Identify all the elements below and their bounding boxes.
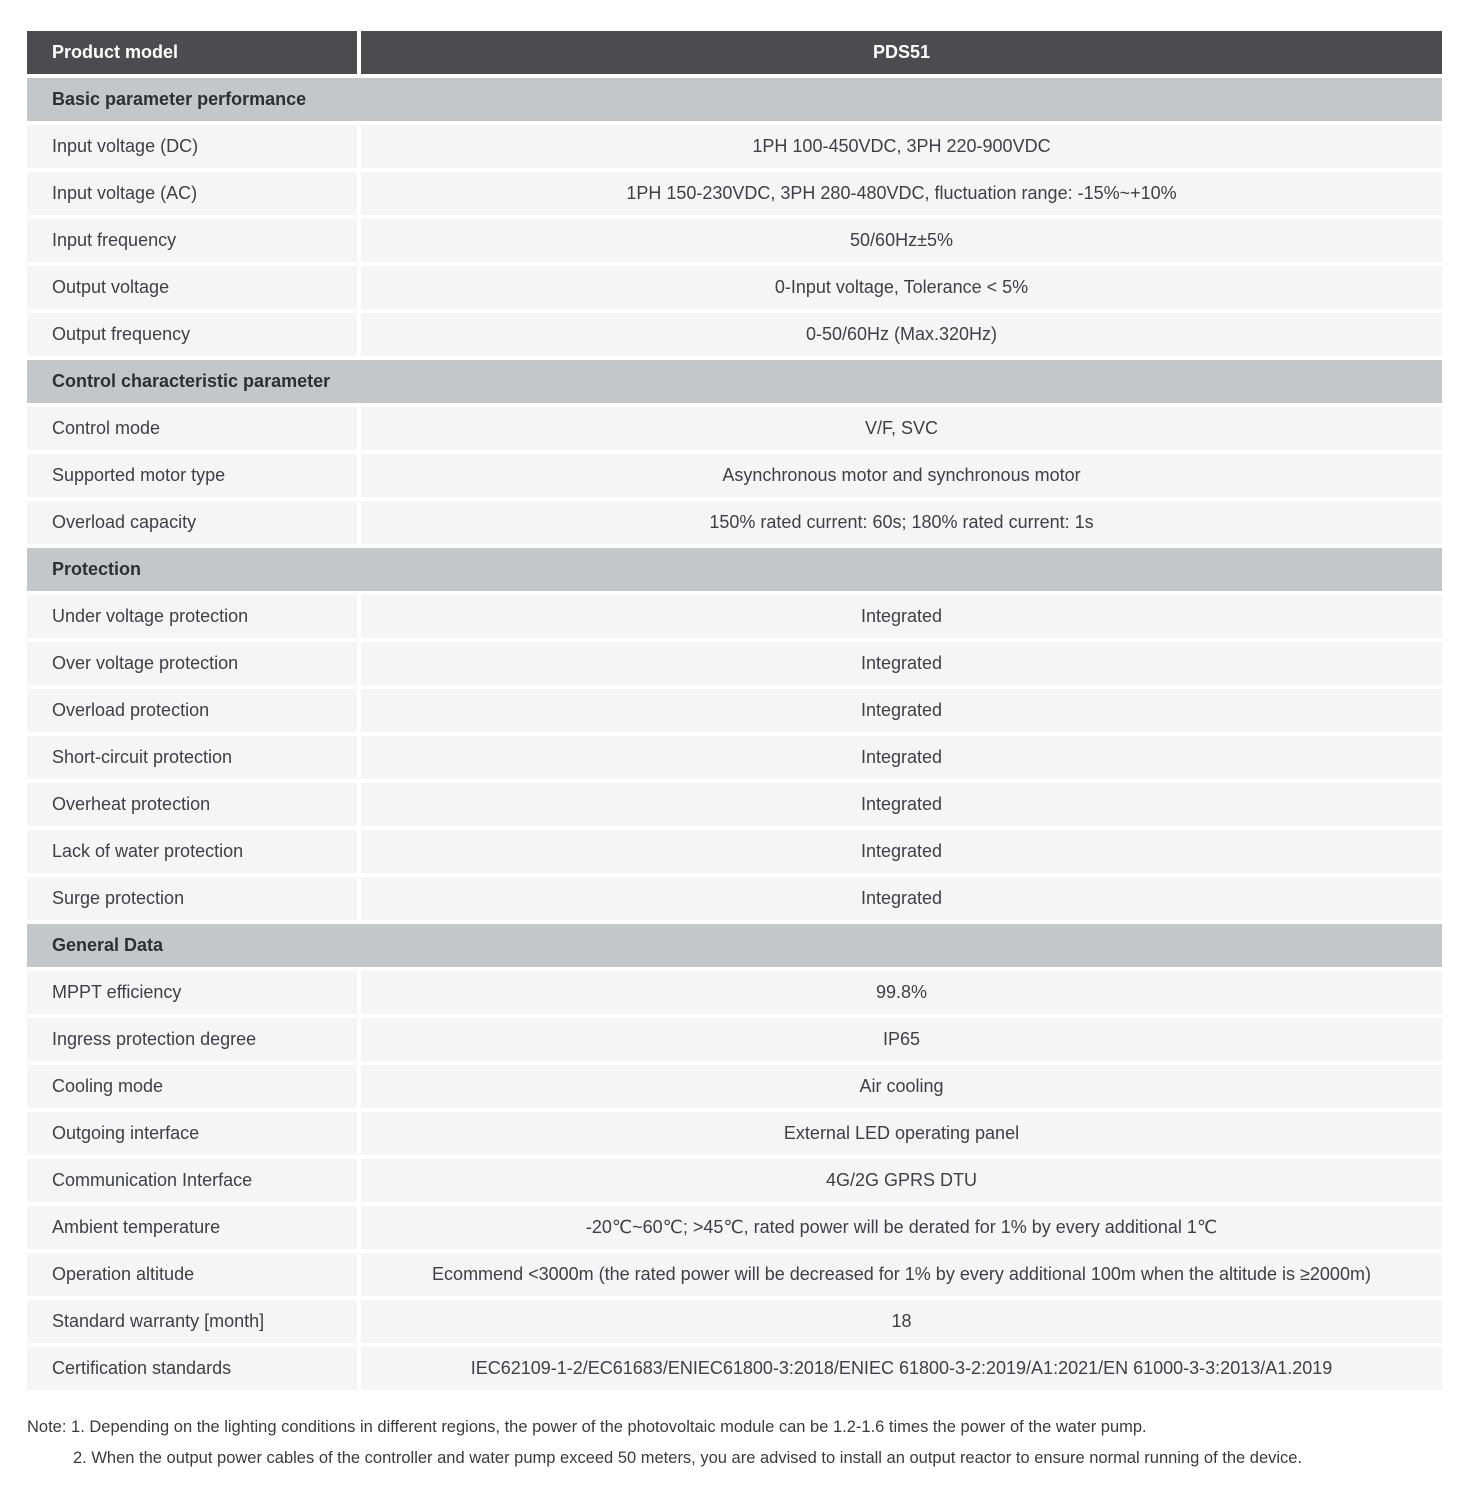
- row-label: Standard warranty [month]: [27, 1300, 357, 1343]
- row-label: Overload capacity: [27, 501, 357, 544]
- header-model-value: PDS51: [361, 31, 1442, 74]
- row-label: Short-circuit protection: [27, 736, 357, 779]
- row-label: Communication Interface: [27, 1159, 357, 1202]
- table-row: [27, 830, 1442, 873]
- note-line-1: Note: 1. Depending on the lighting conditions in different regions, the power of the photovoltaic module can be 1.2-1.6 times the power of the water pump.: [27, 1418, 1147, 1436]
- row-label: Overheat protection: [27, 783, 357, 826]
- row-label: Input voltage (DC): [27, 125, 357, 168]
- row-label: Output voltage: [27, 266, 357, 309]
- row-value: 1PH 150-230VDC, 3PH 280-480VDC, fluctuation range: -15%~+10%: [361, 172, 1442, 215]
- table-row: [27, 407, 1442, 450]
- row-label: Overload protection: [27, 689, 357, 732]
- footnotes: [27, 1412, 1447, 1474]
- row-label: MPPT efficiency: [27, 971, 357, 1014]
- table-row: [27, 971, 1442, 1014]
- table-row: [27, 125, 1442, 168]
- row-value: Integrated: [361, 783, 1442, 826]
- row-value: 99.8%: [361, 971, 1442, 1014]
- row-label: Input frequency: [27, 219, 357, 262]
- row-value: 1PH 100-450VDC, 3PH 220-900VDC: [361, 125, 1442, 168]
- table-row: [27, 1253, 1442, 1296]
- row-label: Operation altitude: [27, 1253, 357, 1296]
- table-row: [27, 1206, 1442, 1249]
- section-title: General Data: [52, 935, 164, 955]
- header-product-model-label: Product model: [27, 31, 357, 74]
- table-row: [27, 266, 1442, 309]
- table-body: [27, 78, 1442, 1390]
- row-value: IEC62109-1-2/EC61683/ENIEC61800-3:2018/ENIEC 61800-3-2:2019/A1:2021/EN 61000-3-3:2013/A1.2019: [361, 1347, 1442, 1390]
- row-value: 18: [361, 1300, 1442, 1343]
- note-line-2: 2. When the output power cables of the controller and water pump exceed 50 meters, you are advised to install an output reactor to ensure normal running of the device.: [73, 1449, 1303, 1467]
- table-row: [27, 877, 1442, 920]
- product-spec-table: [27, 31, 1442, 1394]
- row-value: 0-50/60Hz (Max.320Hz): [361, 313, 1442, 356]
- row-value: Asynchronous motor and synchronous motor: [361, 454, 1442, 497]
- table-row: [27, 172, 1442, 215]
- row-value: Integrated: [361, 689, 1442, 732]
- row-label: Ingress protection degree: [27, 1018, 357, 1061]
- row-value: 0-Input voltage, Tolerance < 5%: [361, 266, 1442, 309]
- row-value: Integrated: [361, 736, 1442, 779]
- table-row: [27, 1159, 1442, 1202]
- section-header: [27, 924, 1442, 967]
- row-value: Integrated: [361, 830, 1442, 873]
- table-row: [27, 1112, 1442, 1155]
- section-header: [27, 548, 1442, 591]
- row-value: External LED operating panel: [361, 1112, 1442, 1155]
- table-row: [27, 313, 1442, 356]
- table-row: [27, 1300, 1442, 1343]
- row-value: Integrated: [361, 642, 1442, 685]
- row-label: Cooling mode: [27, 1065, 357, 1108]
- row-label: Outgoing interface: [27, 1112, 357, 1155]
- table-row: [27, 454, 1442, 497]
- section-header: [27, 360, 1442, 403]
- row-value: -20℃~60℃; >45℃, rated power will be derated for 1% by every additional 1℃: [361, 1206, 1442, 1249]
- row-label: Control mode: [27, 407, 357, 450]
- row-value: Integrated: [361, 595, 1442, 638]
- section-header: [27, 78, 1442, 121]
- table-row: [27, 736, 1442, 779]
- row-value: Air cooling: [361, 1065, 1442, 1108]
- row-label: Supported motor type: [27, 454, 357, 497]
- row-value: 50/60Hz±5%: [361, 219, 1442, 262]
- section-title: Protection: [52, 559, 142, 579]
- table-row: [27, 501, 1442, 544]
- table-row: [27, 1347, 1442, 1390]
- row-label: Surge protection: [27, 877, 357, 920]
- row-value: 150% rated current: 60s; 180% rated current: 1s: [361, 501, 1442, 544]
- row-value: V/F, SVC: [361, 407, 1442, 450]
- table-header-row: [27, 31, 1442, 74]
- row-label: Over voltage protection: [27, 642, 357, 685]
- row-value: 4G/2G GPRS DTU: [361, 1159, 1442, 1202]
- table-row: [27, 783, 1442, 826]
- row-value: Ecommend <3000m (the rated power will be decreased for 1% by every additional 100m when the altitude is ≥2000m): [361, 1253, 1442, 1296]
- table-row: [27, 642, 1442, 685]
- table-row: [27, 689, 1442, 732]
- section-title: Basic parameter performance: [52, 89, 307, 109]
- row-label: Certification standards: [27, 1347, 357, 1390]
- row-label: Input voltage (AC): [27, 172, 357, 215]
- table-row: [27, 1065, 1442, 1108]
- table-row: [27, 219, 1442, 262]
- section-title: Control characteristic parameter: [52, 371, 331, 391]
- row-label: Under voltage protection: [27, 595, 357, 638]
- row-value: IP65: [361, 1018, 1442, 1061]
- row-value: Integrated: [361, 877, 1442, 920]
- row-label: Lack of water protection: [27, 830, 357, 873]
- table-row: [27, 595, 1442, 638]
- row-label: Ambient temperature: [27, 1206, 357, 1249]
- row-label: Output frequency: [27, 313, 357, 356]
- table-row: [27, 1018, 1442, 1061]
